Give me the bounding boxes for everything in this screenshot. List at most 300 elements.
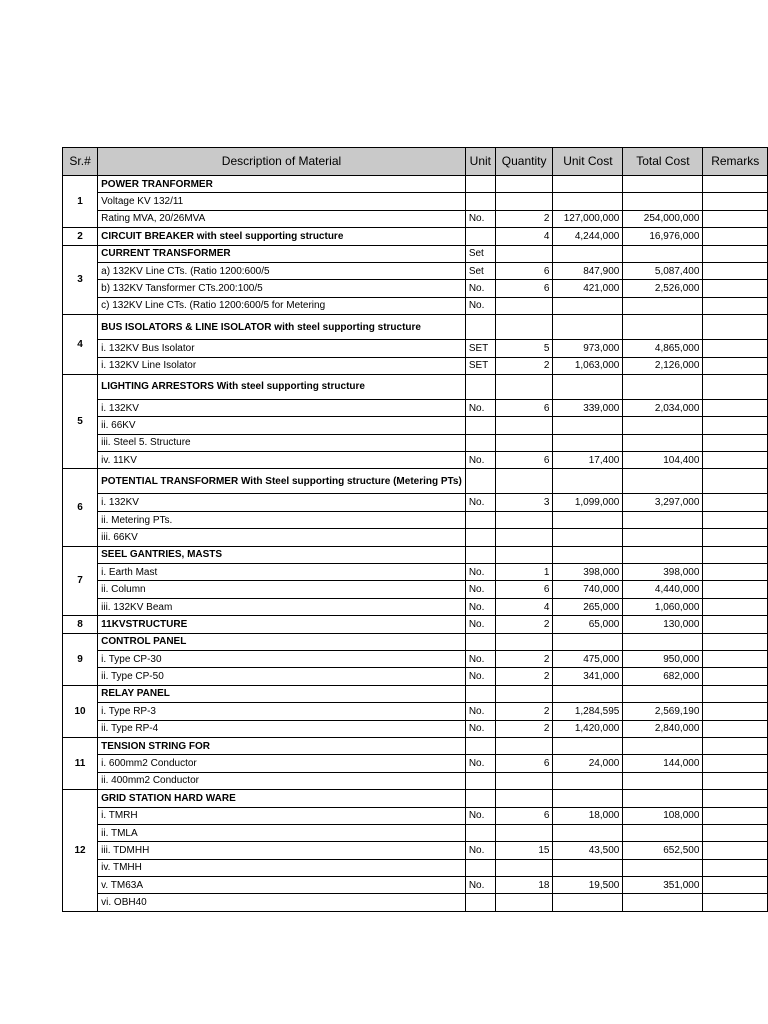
description-cell: SEEL GANTRIES, MASTS — [98, 546, 466, 563]
serial-number: 6 — [63, 469, 98, 546]
quantity-cell — [495, 685, 553, 702]
unit-cost-cell — [553, 790, 623, 807]
table-row — [63, 720, 768, 737]
total-cost-cell: 3,297,000 — [623, 494, 703, 511]
total-cost-cell: 351,000 — [623, 877, 703, 894]
total-cost-cell — [623, 374, 703, 399]
table-row — [63, 176, 768, 193]
description-cell: i. Earth Mast — [98, 564, 466, 581]
table-row — [63, 280, 768, 297]
remarks-cell — [703, 374, 768, 399]
table-row — [63, 598, 768, 615]
remarks-cell — [703, 790, 768, 807]
unit-cost-cell — [553, 546, 623, 563]
description-cell: c) 132KV Line CTs. (Ratio 1200:600/5 for Metering — [98, 297, 466, 314]
quantity-cell: 18 — [495, 877, 553, 894]
unit-cell: No. — [465, 581, 495, 598]
table-row — [63, 564, 768, 581]
remarks-cell — [703, 772, 768, 789]
remarks-cell — [703, 720, 768, 737]
description-cell: vi. OBH40 — [98, 894, 466, 911]
total-cost-cell: 16,976,000 — [623, 228, 703, 245]
total-cost-cell: 2,034,000 — [623, 399, 703, 416]
total-cost-cell: 682,000 — [623, 668, 703, 685]
quantity-cell: 1 — [495, 564, 553, 581]
total-cost-cell — [623, 772, 703, 789]
description-cell: iv. 11KV — [98, 452, 466, 469]
unit-cost-cell — [553, 511, 623, 528]
quantity-cell — [495, 469, 553, 494]
remarks-cell — [703, 511, 768, 528]
table-row — [63, 894, 768, 911]
total-cost-cell: 144,000 — [623, 755, 703, 772]
unit-cost-cell: 339,000 — [553, 399, 623, 416]
serial-number: 5 — [63, 374, 98, 469]
table-row — [63, 650, 768, 667]
quantity-cell — [495, 511, 553, 528]
remarks-cell — [703, 616, 768, 633]
description-cell: i. TMRH — [98, 807, 466, 824]
table-row — [63, 824, 768, 841]
unit-cost-cell — [553, 894, 623, 911]
total-cost-cell — [623, 546, 703, 563]
total-cost-cell: 4,440,000 — [623, 581, 703, 598]
quantity-cell — [495, 315, 553, 340]
unit-cost-cell: 24,000 — [553, 755, 623, 772]
total-cost-cell: 652,500 — [623, 842, 703, 859]
remarks-cell — [703, 297, 768, 314]
remarks-cell — [703, 399, 768, 416]
remarks-cell — [703, 842, 768, 859]
unit-cell — [465, 228, 495, 245]
unit-cell — [465, 193, 495, 210]
serial-number: 9 — [63, 633, 98, 685]
unit-cost-cell: 1,284,595 — [553, 703, 623, 720]
quantity-cell: 4 — [495, 228, 553, 245]
description-cell: CONTROL PANEL — [98, 633, 466, 650]
unit-cost-cell — [553, 685, 623, 702]
total-cost-cell: 950,000 — [623, 650, 703, 667]
unit-cell: No. — [465, 668, 495, 685]
unit-cost-cell — [553, 633, 623, 650]
table-row — [63, 807, 768, 824]
description-cell: GRID STATION HARD WARE — [98, 790, 466, 807]
description-cell: POTENTIAL TRANSFORMER With Steel supporting structure (Metering PTs) — [98, 469, 466, 494]
unit-cell: No. — [465, 807, 495, 824]
header-sr: Sr.# — [63, 148, 98, 176]
remarks-cell — [703, 452, 768, 469]
serial-number: 10 — [63, 685, 98, 737]
unit-cost-cell — [553, 374, 623, 399]
remarks-cell — [703, 859, 768, 876]
description-cell: CURRENT TRANSFORMER — [98, 245, 466, 262]
table-row — [63, 790, 768, 807]
quantity-cell: 5 — [495, 340, 553, 357]
remarks-cell — [703, 650, 768, 667]
unit-cost-cell — [553, 193, 623, 210]
total-cost-cell — [623, 434, 703, 451]
unit-cost-cell: 19,500 — [553, 877, 623, 894]
quantity-cell — [495, 737, 553, 754]
total-cost-cell: 108,000 — [623, 807, 703, 824]
total-cost-cell — [623, 633, 703, 650]
table-row — [63, 633, 768, 650]
table-row — [63, 842, 768, 859]
description-cell: v. TM63A — [98, 877, 466, 894]
unit-cost-cell: 475,000 — [553, 650, 623, 667]
remarks-cell — [703, 280, 768, 297]
serial-number: 3 — [63, 245, 98, 315]
total-cost-cell — [623, 417, 703, 434]
quantity-cell — [495, 772, 553, 789]
unit-cost-cell: 341,000 — [553, 668, 623, 685]
description-cell: LIGHTING ARRESTORS With steel supporting structure — [98, 374, 466, 399]
quantity-cell — [495, 824, 553, 841]
unit-cell: No. — [465, 280, 495, 297]
serial-number: 8 — [63, 616, 98, 633]
description-cell: BUS ISOLATORS & LINE ISOLATOR with steel supporting structure — [98, 315, 466, 340]
total-cost-cell — [623, 790, 703, 807]
unit-cost-cell: 4,244,000 — [553, 228, 623, 245]
total-cost-cell — [623, 824, 703, 841]
unit-cost-cell — [553, 469, 623, 494]
description-cell: Voltage KV 132/11 — [98, 193, 466, 210]
description-cell: i. 132KV — [98, 399, 466, 416]
description-cell: ii. 66KV — [98, 417, 466, 434]
quantity-cell: 2 — [495, 357, 553, 374]
quantity-cell — [495, 176, 553, 193]
quantity-cell — [495, 245, 553, 262]
unit-cell — [465, 374, 495, 399]
unit-cell: No. — [465, 297, 495, 314]
remarks-cell — [703, 737, 768, 754]
unit-cell: Set — [465, 245, 495, 262]
unit-cell: No. — [465, 494, 495, 511]
remarks-cell — [703, 228, 768, 245]
remarks-cell — [703, 262, 768, 279]
quantity-cell: 3 — [495, 494, 553, 511]
quantity-cell: 6 — [495, 581, 553, 598]
total-cost-cell: 4,865,000 — [623, 340, 703, 357]
unit-cost-cell — [553, 417, 623, 434]
description-cell: 11KVSTRUCTURE — [98, 616, 466, 633]
unit-cell — [465, 685, 495, 702]
unit-cell: No. — [465, 842, 495, 859]
table-row — [63, 511, 768, 528]
header-quantity: Quantity — [495, 148, 553, 176]
unit-cell: No. — [465, 616, 495, 633]
serial-number: 12 — [63, 790, 98, 912]
remarks-cell — [703, 894, 768, 911]
description-cell: Rating MVA, 20/26MVA — [98, 210, 466, 227]
description-cell: iii. Steel 5. Structure — [98, 434, 466, 451]
unit-cell — [465, 737, 495, 754]
table-body — [63, 176, 768, 912]
quantity-cell — [495, 374, 553, 399]
table-row — [63, 193, 768, 210]
quantity-cell: 2 — [495, 668, 553, 685]
serial-number: 7 — [63, 546, 98, 616]
description-cell: b) 132KV Tansformer CTs.200:100/5 — [98, 280, 466, 297]
remarks-cell — [703, 755, 768, 772]
table-row — [63, 546, 768, 563]
unit-cell — [465, 469, 495, 494]
unit-cell — [465, 633, 495, 650]
description-cell: TENSION STRING FOR — [98, 737, 466, 754]
remarks-cell — [703, 193, 768, 210]
table-row — [63, 737, 768, 754]
unit-cell: SET — [465, 357, 495, 374]
total-cost-cell: 398,000 — [623, 564, 703, 581]
table-row — [63, 494, 768, 511]
quantity-cell: 15 — [495, 842, 553, 859]
table-row — [63, 357, 768, 374]
unit-cell: SET — [465, 340, 495, 357]
table-row — [63, 581, 768, 598]
table-row — [63, 374, 768, 399]
unit-cost-cell — [553, 529, 623, 546]
quantity-cell: 2 — [495, 703, 553, 720]
remarks-cell — [703, 529, 768, 546]
remarks-cell — [703, 434, 768, 451]
unit-cell — [465, 529, 495, 546]
remarks-cell — [703, 668, 768, 685]
remarks-cell — [703, 245, 768, 262]
unit-cost-cell: 740,000 — [553, 581, 623, 598]
total-cost-cell — [623, 894, 703, 911]
remarks-cell — [703, 210, 768, 227]
unit-cost-cell: 847,900 — [553, 262, 623, 279]
remarks-cell — [703, 703, 768, 720]
quantity-cell: 6 — [495, 755, 553, 772]
description-cell: iii. TDMHH — [98, 842, 466, 859]
table-row — [63, 703, 768, 720]
unit-cost-cell: 65,000 — [553, 616, 623, 633]
description-cell: iv. TMHH — [98, 859, 466, 876]
quantity-cell: 2 — [495, 210, 553, 227]
table-row — [63, 859, 768, 876]
unit-cell: No. — [465, 210, 495, 227]
total-cost-cell — [623, 859, 703, 876]
remarks-cell — [703, 546, 768, 563]
quantity-cell — [495, 193, 553, 210]
unit-cell — [465, 790, 495, 807]
unit-cell — [465, 772, 495, 789]
material-cost-table — [62, 147, 768, 912]
description-cell: i. Type RP-3 — [98, 703, 466, 720]
table-row — [63, 755, 768, 772]
unit-cost-cell: 421,000 — [553, 280, 623, 297]
remarks-cell — [703, 598, 768, 615]
unit-cell — [465, 417, 495, 434]
description-cell: POWER TRANFORMER — [98, 176, 466, 193]
unit-cell — [465, 824, 495, 841]
header-total-cost: Total Cost — [623, 148, 703, 176]
total-cost-cell: 2,569,190 — [623, 703, 703, 720]
remarks-cell — [703, 633, 768, 650]
unit-cell — [465, 511, 495, 528]
description-cell: i. 132KV Line Isolator — [98, 357, 466, 374]
quantity-cell — [495, 417, 553, 434]
total-cost-cell — [623, 176, 703, 193]
remarks-cell — [703, 581, 768, 598]
unit-cost-cell — [553, 737, 623, 754]
unit-cost-cell: 398,000 — [553, 564, 623, 581]
quantity-cell: 6 — [495, 262, 553, 279]
total-cost-cell — [623, 685, 703, 702]
unit-cell: No. — [465, 720, 495, 737]
quantity-cell: 6 — [495, 807, 553, 824]
description-cell: iii. 66KV — [98, 529, 466, 546]
quantity-cell: 6 — [495, 399, 553, 416]
remarks-cell — [703, 685, 768, 702]
unit-cost-cell — [553, 297, 623, 314]
table-row — [63, 434, 768, 451]
description-cell: i. 132KV Bus Isolator — [98, 340, 466, 357]
remarks-cell — [703, 357, 768, 374]
quantity-cell — [495, 297, 553, 314]
header-row — [63, 148, 768, 176]
table-row — [63, 469, 768, 494]
table-row — [63, 210, 768, 227]
unit-cost-cell: 17,400 — [553, 452, 623, 469]
description-cell: i. 132KV — [98, 494, 466, 511]
unit-cost-cell — [553, 824, 623, 841]
quantity-cell: 2 — [495, 616, 553, 633]
header-unit: Unit — [465, 148, 495, 176]
total-cost-cell — [623, 529, 703, 546]
serial-number: 1 — [63, 176, 98, 228]
quantity-cell: 6 — [495, 452, 553, 469]
table-row — [63, 877, 768, 894]
total-cost-cell: 254,000,000 — [623, 210, 703, 227]
table-row — [63, 616, 768, 633]
table-row — [63, 399, 768, 416]
table-row — [63, 685, 768, 702]
unit-cell: No. — [465, 877, 495, 894]
unit-cell: No. — [465, 703, 495, 720]
table-row — [63, 417, 768, 434]
table-row — [63, 315, 768, 340]
unit-cell: No. — [465, 564, 495, 581]
total-cost-cell — [623, 193, 703, 210]
total-cost-cell — [623, 245, 703, 262]
header-description: Description of Material — [98, 148, 466, 176]
description-cell: CIRCUIT BREAKER with steel supporting structure — [98, 228, 466, 245]
total-cost-cell: 2,840,000 — [623, 720, 703, 737]
unit-cost-cell — [553, 772, 623, 789]
unit-cell: No. — [465, 650, 495, 667]
unit-cell — [465, 434, 495, 451]
description-cell: a) 132KV Line CTs. (Ratio 1200:600/5 — [98, 262, 466, 279]
table-row — [63, 452, 768, 469]
unit-cost-cell: 127,000,000 — [553, 210, 623, 227]
quantity-cell — [495, 894, 553, 911]
unit-cell: No. — [465, 452, 495, 469]
remarks-cell — [703, 315, 768, 340]
unit-cost-cell: 1,099,000 — [553, 494, 623, 511]
description-cell: i. 600mm2 Conductor — [98, 755, 466, 772]
remarks-cell — [703, 340, 768, 357]
remarks-cell — [703, 564, 768, 581]
total-cost-cell: 5,087,400 — [623, 262, 703, 279]
description-cell: ii. TMLA — [98, 824, 466, 841]
unit-cost-cell — [553, 176, 623, 193]
total-cost-cell: 2,126,000 — [623, 357, 703, 374]
unit-cell — [465, 176, 495, 193]
table-row — [63, 262, 768, 279]
unit-cell — [465, 859, 495, 876]
remarks-cell — [703, 824, 768, 841]
quantity-cell — [495, 529, 553, 546]
unit-cell — [465, 315, 495, 340]
unit-cost-cell: 973,000 — [553, 340, 623, 357]
unit-cell — [465, 894, 495, 911]
description-cell: ii. Type CP-50 — [98, 668, 466, 685]
remarks-cell — [703, 877, 768, 894]
remarks-cell — [703, 807, 768, 824]
table-row — [63, 529, 768, 546]
unit-cost-cell — [553, 859, 623, 876]
quantity-cell: 6 — [495, 280, 553, 297]
unit-cell: No. — [465, 598, 495, 615]
quantity-cell — [495, 633, 553, 650]
unit-cost-cell: 265,000 — [553, 598, 623, 615]
unit-cell: Set — [465, 262, 495, 279]
remarks-cell — [703, 494, 768, 511]
table-row — [63, 668, 768, 685]
serial-number: 4 — [63, 315, 98, 375]
unit-cost-cell: 1,420,000 — [553, 720, 623, 737]
table-row — [63, 297, 768, 314]
remarks-cell — [703, 176, 768, 193]
unit-cost-cell: 43,500 — [553, 842, 623, 859]
description-cell: ii. Metering PTs. — [98, 511, 466, 528]
quantity-cell: 2 — [495, 650, 553, 667]
serial-number: 2 — [63, 228, 98, 245]
table-row — [63, 245, 768, 262]
total-cost-cell: 104,400 — [623, 452, 703, 469]
total-cost-cell — [623, 297, 703, 314]
table-row — [63, 772, 768, 789]
description-cell: i. Type CP-30 — [98, 650, 466, 667]
quantity-cell — [495, 546, 553, 563]
header-remarks: Remarks — [703, 148, 768, 176]
quantity-cell: 4 — [495, 598, 553, 615]
quantity-cell: 2 — [495, 720, 553, 737]
serial-number: 11 — [63, 737, 98, 789]
total-cost-cell — [623, 737, 703, 754]
unit-cell: No. — [465, 755, 495, 772]
unit-cost-cell: 18,000 — [553, 807, 623, 824]
table-row — [63, 340, 768, 357]
quantity-cell — [495, 434, 553, 451]
unit-cost-cell — [553, 315, 623, 340]
total-cost-cell — [623, 469, 703, 494]
total-cost-cell: 1,060,000 — [623, 598, 703, 615]
description-cell: RELAY PANEL — [98, 685, 466, 702]
unit-cost-cell — [553, 434, 623, 451]
description-cell: ii. Column — [98, 581, 466, 598]
total-cost-cell: 2,526,000 — [623, 280, 703, 297]
remarks-cell — [703, 417, 768, 434]
quantity-cell — [495, 859, 553, 876]
total-cost-cell — [623, 511, 703, 528]
unit-cost-cell — [553, 245, 623, 262]
quantity-cell — [495, 790, 553, 807]
total-cost-cell: 130,000 — [623, 616, 703, 633]
unit-cell: No. — [465, 399, 495, 416]
